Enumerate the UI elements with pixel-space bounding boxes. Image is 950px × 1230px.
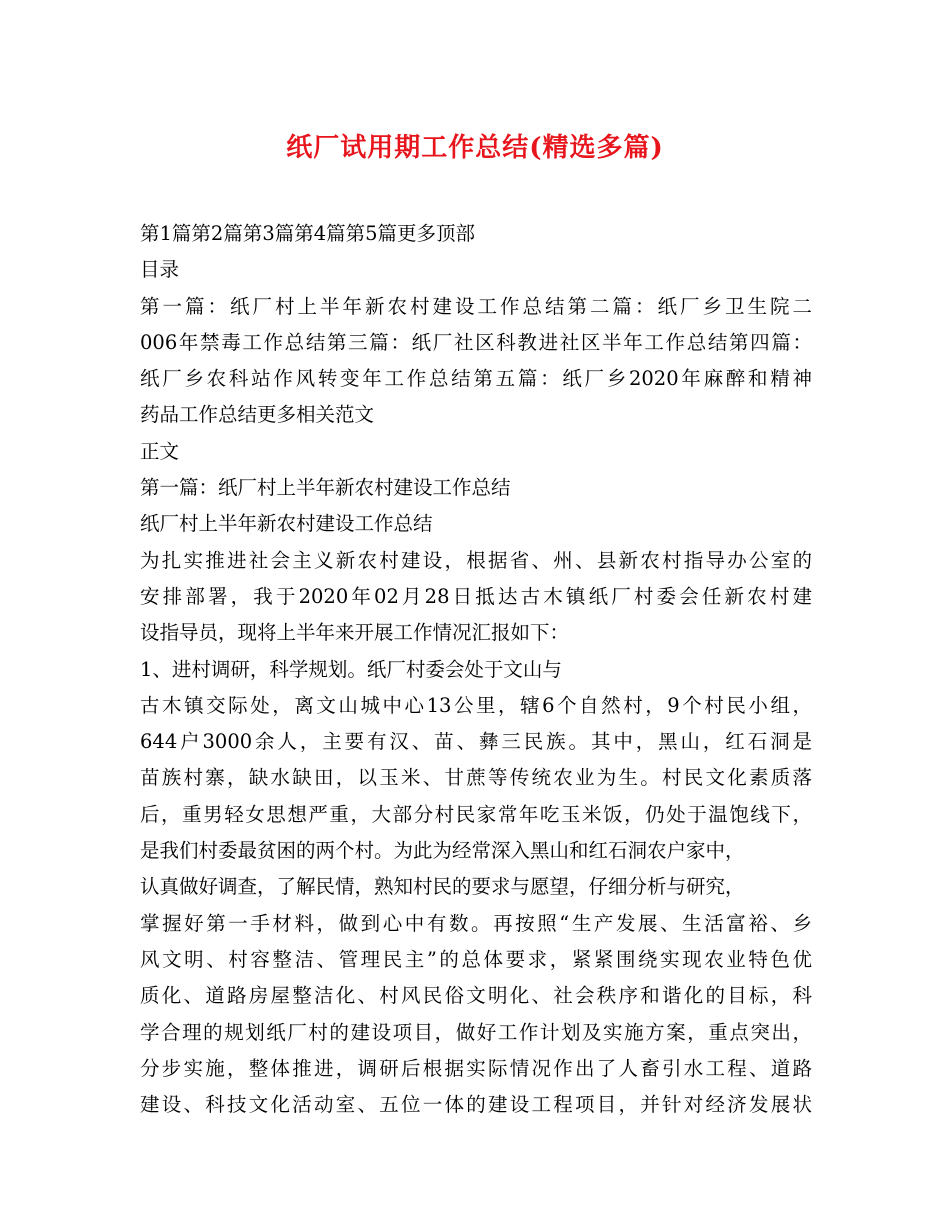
text-line: 006年禁毒工作总结第三篇：纸厂社区科教进社区半年工作总结第四篇：: [140, 330, 812, 354]
text-line: 分步实施，整体推进，调研后根据实际情况作出了人畜引水工程、道路: [140, 1056, 812, 1080]
text-line: 第一篇：纸厂村上半年新农村建设工作总结第二篇：纸厂乡卫生院二: [140, 294, 812, 318]
text-line: 苗族村寨，缺水缺田，以玉米、甘蔗等传统农业为生。村民文化素质落: [140, 766, 812, 790]
document-body: [140, 216, 812, 1123]
document-title: 纸厂试用期工作总结(精选多篇): [286, 133, 664, 163]
text-line: 644户3000余人，主要有汉、苗、彝三民族。其中，黑山，红石洞是: [140, 730, 812, 754]
text-line: 是我们村委最贫困的两个村。为此为经常深入黑山和红石洞农户家中，: [140, 839, 745, 863]
text-line: 安排部署，我于2020年02月28日抵达古木镇纸厂村委会任新农村建: [140, 584, 812, 608]
text-line: 第1篇第2篇第3篇第4篇第5篇更多顶部: [140, 222, 476, 245]
text-line: 目录: [140, 258, 180, 282]
text-line: 药品工作总结更多相关范文: [140, 403, 375, 427]
text-line: 为扎实推进社会主义新农村建设，根据省、州、县新农村指导办公室的: [140, 548, 812, 572]
text-line: 纸厂村上半年新农村建设工作总结: [140, 512, 433, 536]
text-line: 建设、科技文化活动室、五位一体的建设工程项目，并针对经济发展状: [140, 1093, 812, 1117]
text-line: 设指导员，现将上半年来开展工作情况汇报如下：: [140, 621, 570, 645]
text-line: 1、进村调研，科学规划。纸厂村委会处于文山与: [140, 657, 562, 681]
text-line: 掌握好第一手材料，做到心中有数。再按照“生产发展、生活富裕、乡: [140, 911, 812, 935]
text-line: 纸厂乡农科站作风转变年工作总结第五篇：纸厂乡2020年麻醉和精神: [140, 367, 812, 391]
text-line: 风文明、村容整洁、管理民主”的总体要求，紧紧围绕实现农业特色优: [140, 947, 812, 971]
text-line: 后，重男轻女思想严重，大部分村民家常年吃玉米饭，仍处于温饱线下，: [140, 802, 812, 826]
text-line: 第一篇：纸厂村上半年新农村建设工作总结: [140, 476, 511, 500]
text-line: 古木镇交际处，离文山城中心13公里，辖6个自然村，9个村民小组，: [140, 693, 812, 717]
text-line: 学合理的规划纸厂村的建设项目，做好工作计划及实施方案，重点突出，: [140, 1020, 812, 1044]
text-line: 认真做好调查，了解民情，熟知村民的要求与愿望，仔细分析与研究，: [140, 875, 745, 899]
text-line: 正文: [140, 439, 180, 463]
text-line: 质化、道路房屋整洁化、村风民俗文明化、社会秩序和谐化的目标，科: [140, 984, 812, 1008]
